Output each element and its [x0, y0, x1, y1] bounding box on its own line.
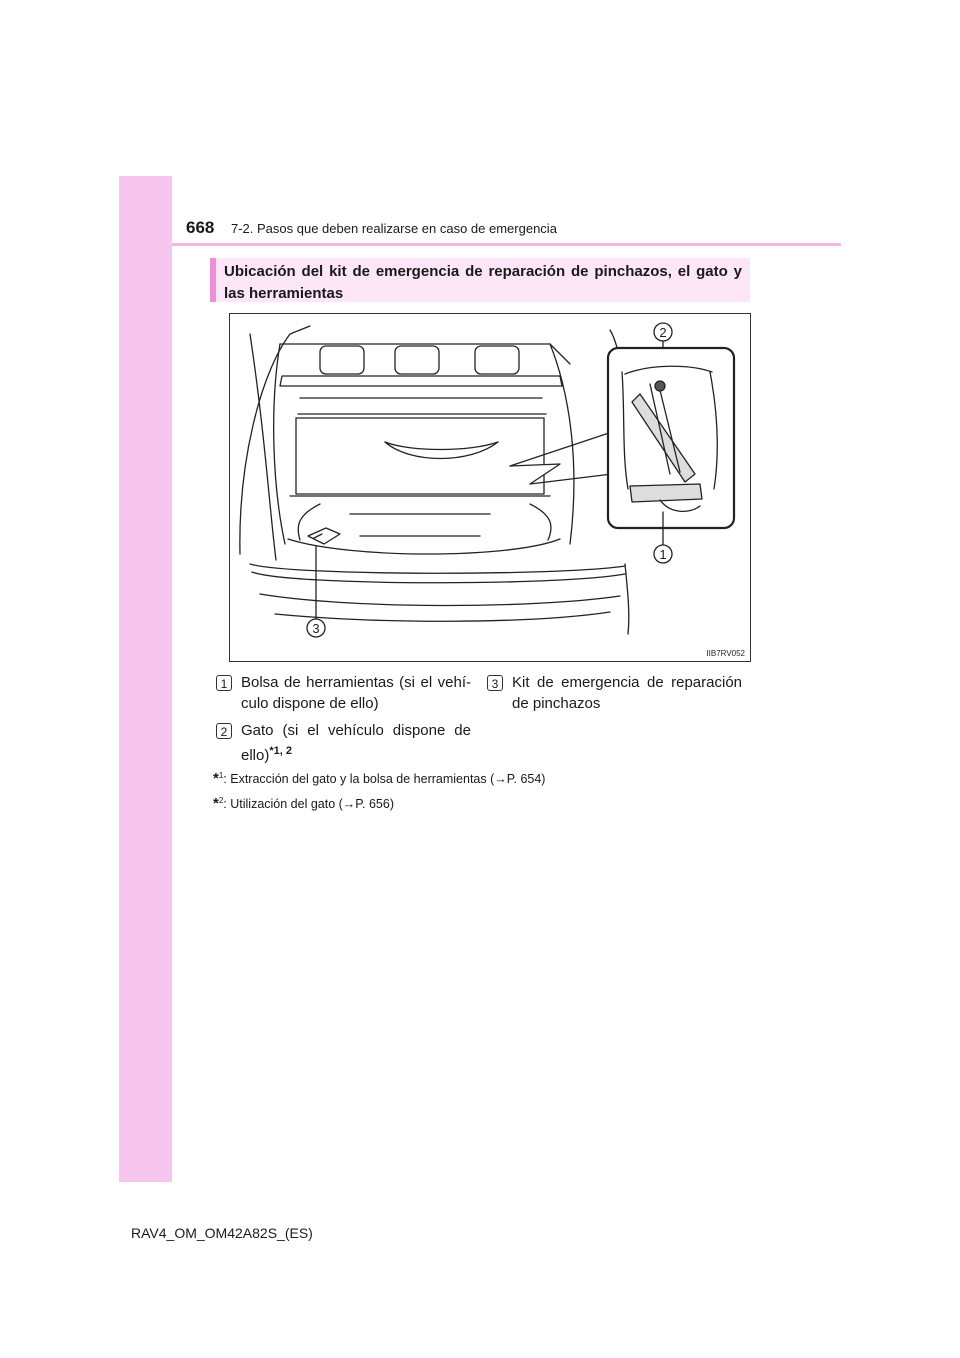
legend-badge-3: 3	[487, 675, 503, 691]
legend-text-2-body: Gato (si el vehículo dispone de ello)	[241, 722, 471, 764]
page-number: 668	[186, 218, 215, 237]
legend-badge-2: 2	[216, 723, 232, 739]
legend-text-3: Kit de emergencia de reparación de pinchazos	[512, 674, 742, 712]
figure-code: IIB7RV052	[706, 649, 745, 658]
legend-text-2	[241, 720, 471, 766]
legend-badge-1: 1	[216, 675, 232, 691]
callout-3-label: 3	[312, 621, 320, 636]
footnote-2	[213, 795, 394, 812]
trunk-illustration	[229, 313, 751, 662]
footnote-1-mark: *	[213, 770, 219, 787]
callout-2-label: 2	[659, 325, 667, 340]
footnote-1-text: : Extracción del gato y la bolsa de herramientas (→P. 654)	[223, 772, 546, 786]
section-title: Ubicación del kit de emergencia de reparación de pinchazos, el gato y las herramientas	[210, 258, 750, 302]
header-rule	[172, 243, 841, 246]
legend-text-1: Bolsa de herramientas (si el vehí-culo dispone de ello)	[241, 674, 471, 712]
footnote-1-sup: 1	[218, 770, 224, 780]
footnote-2-sup: 2	[218, 795, 224, 805]
footnote-1	[213, 770, 545, 787]
header-title: 7-2. Pasos que deben realizarse en caso de emergencia	[231, 221, 557, 236]
side-band	[119, 176, 172, 1182]
callout-1-label: 1	[659, 547, 667, 562]
footnote-2-text: : Utilización del gato (→P. 656)	[223, 797, 394, 811]
footer-code: RAV4_OM_OM42A82S_(ES)	[131, 1225, 313, 1241]
footnote-2-mark: *	[213, 795, 219, 812]
legend-text-2-sup: *1, 2	[269, 745, 292, 757]
